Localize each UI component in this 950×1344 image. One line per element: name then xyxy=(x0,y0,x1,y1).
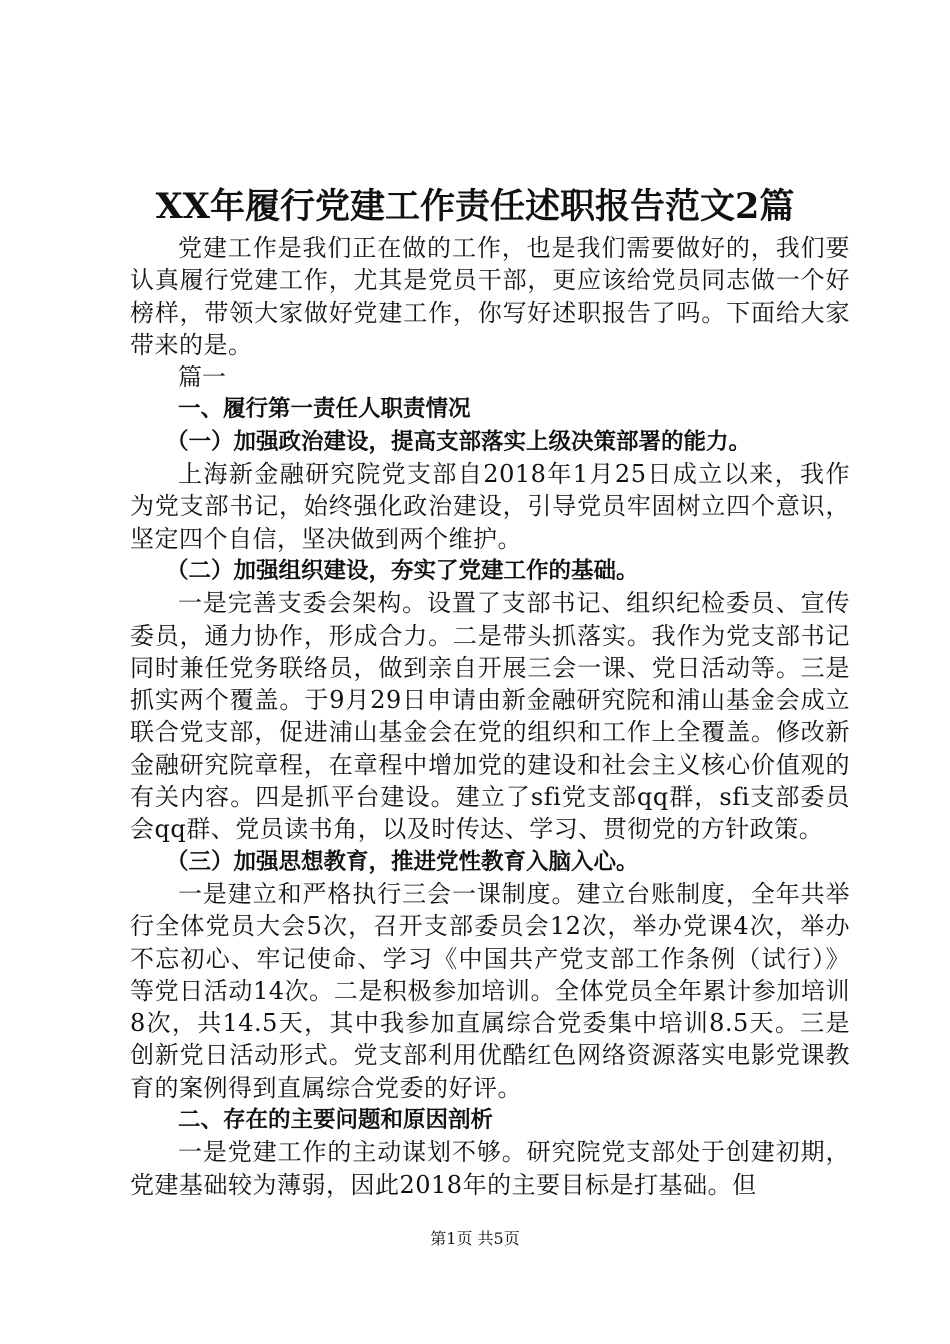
section-heading-1: 一、履行第一责任人职责情况 xyxy=(178,396,471,423)
part-label: 篇一 xyxy=(178,363,226,392)
document-title: XX年履行党建工作责任述职报告范文2篇 xyxy=(155,186,795,227)
subsection-paragraph-2: 一是完善支委会架构。设置了支部书记、组织纪检委员、宣传委员，通力协作，形成合力。二是带头抓落实。我作为党支部书记同时兼任党务联络员，做到亲自开展三会一课、党日活动等。三是抓实两个覆盖。于9月29日申请由新金融研究院和浦山基金会成立联合党支部，促进浦山基金会在党的组织和工作上全覆盖。修改新金融研究院章程，在章程中增加党的建设和社会主义核心价值观的有关内容。四是抓平台建设。建立了sfi党支部qq群，sfi支部委员会qq群、党员读书角，以及时传达、学习、贯彻党的方针政策。 xyxy=(130,589,850,844)
subsection-heading-3: （三）加强思想教育，推进党性教育入脑入心。 xyxy=(166,848,639,875)
section-paragraph-2: 一是党建工作的主动谋划不够。研究院党支部处于创建初期，党建基础较为薄弱，因此2018年的主要目标是打基础。但 xyxy=(130,1138,850,1199)
subsection-paragraph-3: 一是建立和严格执行三会一课制度。建立台账制度，全年共举行全体党员大会5次，召开支部委员会12次，举办党课4次，举办不忘初心、牢记使命、学习《中国共产党支部工作条例（试行）》等党日活动14次。二是积极参加培训。全体党员全年累计参加培训8次，共14.5天，其中我参加直属综合党委集中培训8.5天。三是创新党日活动形式。党支部利用优酷红色网络资源落实电影党课教育的案例得到直属综合党委的好评。 xyxy=(130,879,850,1102)
subsection-heading-1: （一）加强政治建设，提高支部落实上级决策部署的能力。 xyxy=(166,428,752,455)
subsection-heading-2: （二）加强组织建设，夯实了党建工作的基础。 xyxy=(166,557,639,584)
section-heading-2: 二、存在的主要问题和原因剖析 xyxy=(178,1107,494,1134)
page-footer: 第1页 共5页 xyxy=(430,1229,520,1248)
document-body xyxy=(130,232,850,1201)
intro-paragraph: 党建工作是我们正在做的工作，也是我们需要做好的，我们要认真履行党建工作，尤其是党员干部，更应该给党员同志做一个好榜样，带领大家做好党建工作，你写好述职报告了吗。下面给大家带来的是。 xyxy=(130,234,850,359)
subsection-paragraph-1: 上海新金融研究院党支部自2018年1月25日成立以来，我作为党支部书记，始终强化政治建设，引导党员牢固树立四个意识，坚定四个自信，坚决做到两个维护。 xyxy=(130,460,850,553)
